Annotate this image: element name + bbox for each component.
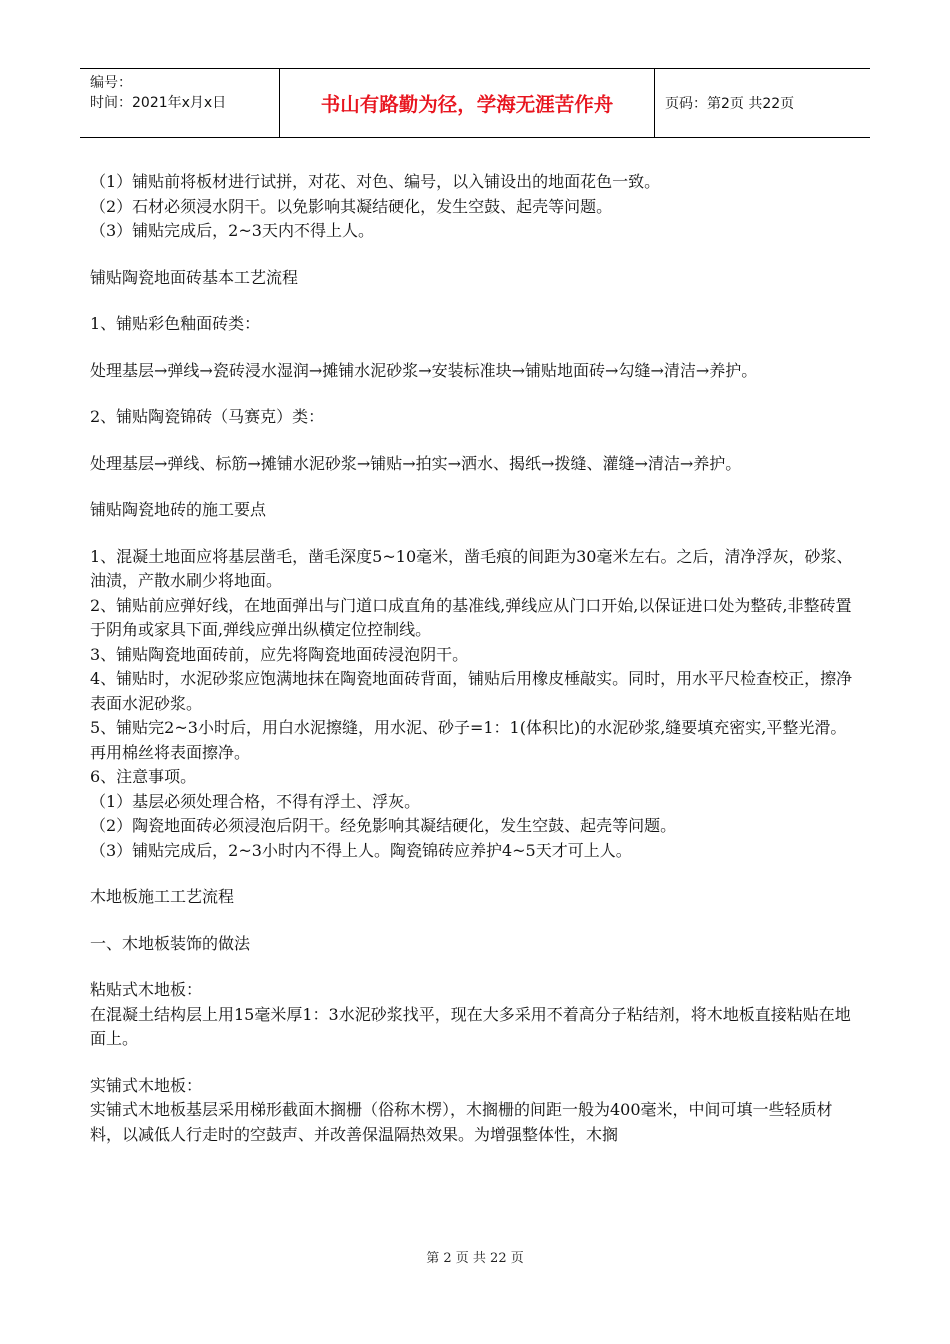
- page-footer: 第 2 页 共 22 页: [426, 1251, 524, 1266]
- document-body: [90, 170, 862, 1147]
- paragraph-gap: [90, 430, 862, 452]
- paragraph-gap: [90, 910, 862, 932]
- number-label: 编号：: [90, 75, 132, 91]
- body-paragraph: 在混凝土结构层上用15毫米厚1：3水泥砂浆找平，现在大多采用不着高分子粘结剂，将木地板直接粘贴在地面上。: [90, 1004, 851, 1048]
- body-paragraph: 粘贴式木地板：: [90, 980, 203, 999]
- body-paragraph: 6、注意事项。: [90, 767, 197, 786]
- header-meta: [80, 69, 280, 137]
- body-paragraph: 4、铺贴时，水泥砂浆应饱满地抹在陶瓷地面砖背面，铺贴后用橡皮棰敲实。同时，用水平尺检查校正，擦净表面水泥砂浆。: [90, 669, 853, 713]
- body-paragraph: （1）铺贴前将板材进行试拼，对花、对色、编号，以入铺设出的地面花色一致。: [90, 172, 661, 191]
- paragraph-gap: [90, 337, 862, 359]
- paragraph-gap: [90, 290, 862, 312]
- document-header: [80, 68, 870, 138]
- body-paragraph: 5、铺贴完2~3小时后，用白水泥擦缝，用水泥、砂子=1：1(体积比)的水泥砂浆,缝要填充密实,平整光滑。再用棉丝将表面擦净。: [90, 718, 847, 762]
- paragraph-gap: [90, 476, 862, 498]
- paragraph-gap: [90, 383, 862, 405]
- body-paragraph: 铺贴陶瓷地面砖基本工艺流程: [90, 267, 299, 287]
- body-paragraph: 铺贴陶瓷地砖的施工要点: [90, 500, 267, 519]
- body-paragraph: 处理基层→弹线、标筋→摊铺水泥砂浆→铺贴→拍实→洒水、揭纸→拨缝、灌缝→清洁→养护。: [90, 453, 742, 473]
- paragraph-gap: [90, 244, 862, 266]
- paragraph-gap: [90, 956, 862, 978]
- header-page-info: 页码：第2页 共22页: [665, 96, 795, 112]
- body-paragraph: （2）石材必须浸水阴干。以免影响其凝结硬化，发生空鼓、起壳等问题。: [90, 196, 613, 216]
- body-paragraph: 木地板施工工艺流程: [90, 887, 235, 906]
- time-label: 时间：2021年x月x日: [90, 95, 227, 111]
- paragraph-gap: [90, 523, 862, 545]
- body-paragraph: 3、铺贴陶瓷地面砖前，应先将陶瓷地面砖浸泡阴干。: [90, 644, 469, 664]
- body-paragraph: 处理基层→弹线→瓷砖浸水湿润→摊铺水泥砂浆→安装标准块→铺贴地面砖→勾缝→清洁→养护。: [90, 360, 758, 380]
- body-paragraph: （1）基层必须处理合格，不得有浮土、浮灰。: [90, 791, 421, 811]
- body-paragraph: 实铺式木地板：: [90, 1075, 203, 1095]
- body-paragraph: 2、铺贴前应弹好线，在地面弹出与门道口成直角的基准线,弹线应从门口开始,以保证进口处为整砖,非整砖置于阴角或家具下面,弹线应弹出纵横定位控制线。: [90, 595, 852, 639]
- body-paragraph: （2）陶瓷地面砖必须浸泡后阴干。经免影响其凝结硬化，发生空鼓、起壳等问题。: [90, 816, 677, 835]
- body-paragraph: 2、铺贴陶瓷锦砖（马赛克）类：: [90, 407, 325, 426]
- body-paragraph: 1、铺贴彩色釉面砖类：: [90, 314, 261, 333]
- paragraph-gap: [90, 863, 862, 885]
- body-paragraph: 实铺式木地板基层采用梯形截面木搁栅（俗称木楞），木搁栅的间距一般为400毫米，中间可填一些轻质材料，以减低人行走时的空鼓声、并改善保温隔热效果。为增强整体性，木搁: [90, 1100, 833, 1144]
- body-paragraph: 一、木地板装饰的做法: [90, 933, 251, 953]
- body-paragraph: （3）铺贴完成后，2~3天内不得上人。: [90, 221, 374, 240]
- body-paragraph: （3）铺贴完成后，2~3小时内不得上人。陶瓷锦砖应养护4~5天才可上人。: [90, 840, 632, 860]
- body-paragraph: 1、混凝土地面应将基层凿毛，凿毛深度5~10毫米，凿毛痕的间距为30毫米左右。之后，清净浮灰，砂浆、油渍，产散水刷少将地面。: [90, 546, 853, 590]
- paragraph-gap: [90, 1052, 862, 1074]
- header-motto: 书山有路勤为径，学海无涯苦作舟: [280, 69, 655, 137]
